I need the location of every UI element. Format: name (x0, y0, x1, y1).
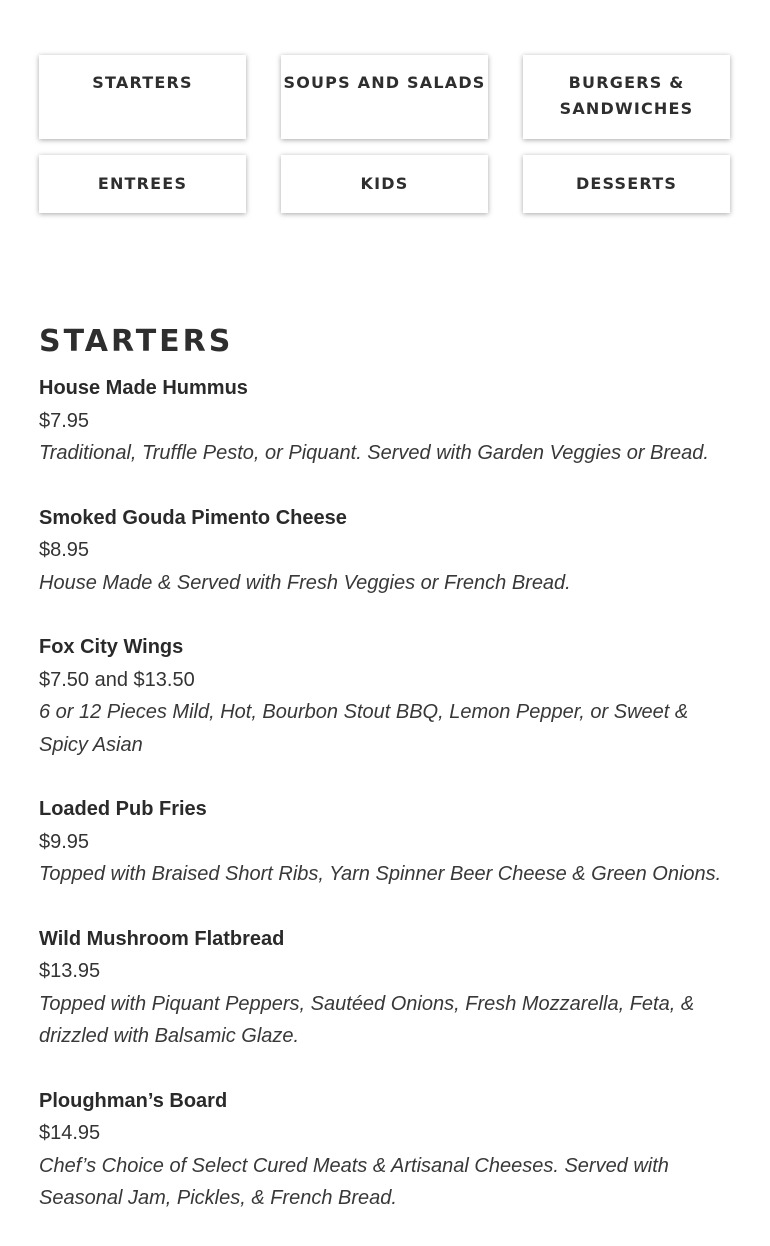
menu-item-list (39, 372, 739, 1215)
menu-item-description: Chef’s Choice of Select Cured Meats & Artisanal Cheeses. Served with Seasonal Jam, Pickles, & French Bread. (39, 1154, 669, 1209)
menu-category-nav (39, 55, 731, 213)
menu-item-name: Smoked Gouda Pimento Cheese (39, 506, 347, 529)
menu-item (39, 631, 739, 761)
menu-item-description: Topped with Piquant Peppers, Sautéed Onions, Fresh Mozzarella, Feta, & drizzled with Balsamic Glaze. (39, 992, 695, 1047)
section-title: STARTERS (39, 324, 234, 359)
menu-item-description: Traditional, Truffle Pesto, or Piquant. Served with Garden Veggies or Bread. (39, 442, 709, 464)
menu-item-price: $9.95 (39, 830, 90, 853)
menu-item (39, 372, 739, 470)
nav-button-starters[interactable]: STARTERS (39, 55, 246, 139)
nav-button-soups-and-salads[interactable]: SOUPS AND SALADS (281, 55, 488, 139)
nav-button-kids[interactable]: KIDS (281, 155, 488, 213)
nav-button-burgers-sandwiches[interactable]: BURGERS & SANDWICHES (523, 55, 730, 139)
menu-item-price: $7.50 and $13.50 (39, 668, 195, 691)
menu-item-price: $13.95 (39, 960, 101, 982)
menu-item-description: Topped with Braised Short Ribs, Yarn Spinner Beer Cheese & Green Onions. (39, 863, 722, 885)
nav-button-desserts[interactable]: DESSERTS (523, 155, 730, 213)
menu-item (39, 923, 739, 1053)
menu-item-name: Loaded Pub Fries (39, 798, 207, 820)
menu-item-price: $8.95 (39, 539, 90, 561)
menu-item-description: 6 or 12 Pieces Mild, Hot, Bourbon Stout BBQ, Lemon Pepper, or Sweet & Spicy Asian (39, 701, 689, 756)
menu-item-name: Ploughman’s Board (39, 1089, 228, 1112)
menu-item-name: Wild Mushroom Flatbread (39, 927, 285, 950)
menu-item-description: House Made & Served with Fresh Veggies or French Bread. (39, 571, 571, 594)
menu-item (39, 1085, 739, 1215)
starters-section (39, 322, 739, 1246)
menu-item (39, 502, 739, 600)
nav-button-entrees[interactable]: ENTREES (39, 155, 246, 213)
menu-item (39, 793, 739, 891)
menu-item-name: Fox City Wings (39, 636, 184, 658)
menu-item-price: $14.95 (39, 1122, 101, 1144)
menu-item-name: House Made Hummus (39, 377, 248, 399)
menu-item-price: $7.95 (39, 409, 90, 432)
